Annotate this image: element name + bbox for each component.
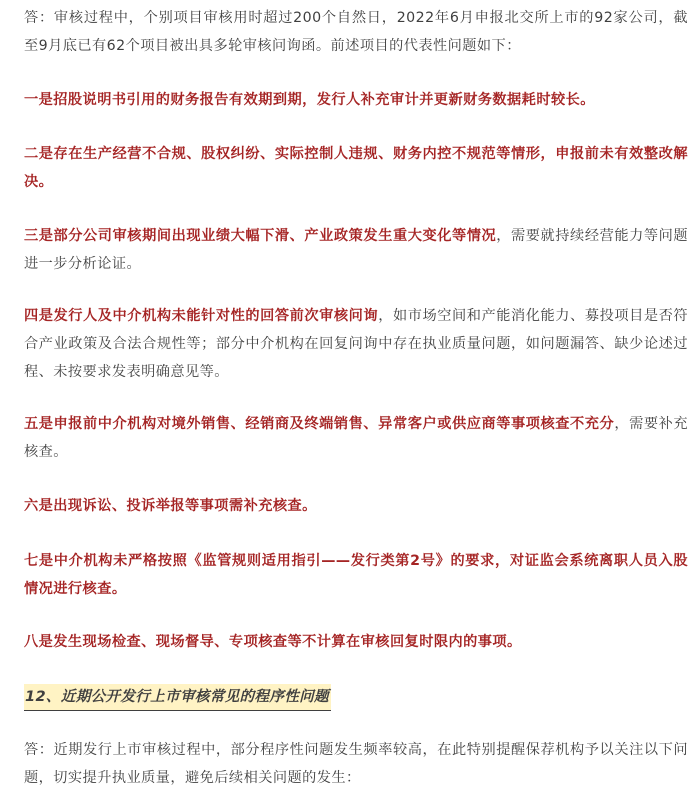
issue-4-emphasis: 四是发行人及中介机构未能针对性的回答前次审核问询 [24, 308, 379, 324]
issue-5-emphasis: 五是申报前中介机构对境外销售、经销商及终端销售、异常客户或供应商等事项核查不充分 [24, 416, 615, 432]
issue-2-emphasis: 二是存在生产经营不合规、股权纠纷、实际控制人违规、财务内控不规范等情形，申报前未有效整改解决。 [24, 146, 688, 190]
section-heading-container [24, 684, 331, 710]
answer-text: 答：近期发行上市审核过程中，部分程序性问题发生频率较高，在此特别提醒保荐机构予以关注以下问题，切实提升执业质量，避免后续相关问题的发生： [24, 742, 688, 786]
issue-3-rest: ，需要就持续经营能力等问题进一步分析论证。 [24, 228, 688, 272]
issue-item-3 [24, 222, 688, 278]
issue-item-5 [24, 410, 688, 466]
answer-paragraph [24, 736, 688, 792]
issue-item-2 [24, 140, 688, 196]
issue-4-rest: ，如市场空间和产能消化能力、募投项目是否符合产业政策及合法合规性等；部分中介机构在回复问询中存在执业质量问题，如问题漏答、缺少论述过程、未按要求发表明确意见等。 [24, 308, 688, 380]
issue-7-emphasis: 七是中介机构未严格按照《监管规则适用指引——发行类第2号》的要求，对证监会系统离职人员入股情况进行核查。 [24, 553, 688, 597]
issue-3-emphasis: 三是部分公司审核期间出现业绩大幅下滑、产业政策发生重大变化等情况 [24, 228, 497, 244]
issue-item-6 [24, 492, 688, 520]
intro-paragraph [24, 4, 688, 60]
issue-item-4 [24, 302, 688, 386]
intro-text: 答：审核过程中，个别项目审核用时超过200个自然日，2022年6月申报北交所上市的92家公司，截至9月底已有62个项目被出具多轮审核问询函。前述项目的代表性问题如下： [24, 10, 688, 54]
issue-item-1 [24, 86, 688, 114]
section-heading: 12、近期公开发行上市审核常见的程序性问题 [24, 684, 331, 711]
issue-1-emphasis: 一是招股说明书引用的财务报告有效期到期，发行人补充审计并更新财务数据耗时较长。 [24, 92, 595, 108]
issue-6-emphasis: 六是出现诉讼、投诉举报等事项需补充核查。 [24, 498, 317, 514]
issue-8-emphasis: 八是发生现场检查、现场督导、专项核查等不计算在审核回复时限内的事项。 [24, 634, 522, 650]
issue-item-8 [24, 628, 688, 656]
issue-5-rest: ，需要补充核查。 [24, 416, 688, 460]
issue-item-7 [24, 547, 688, 603]
